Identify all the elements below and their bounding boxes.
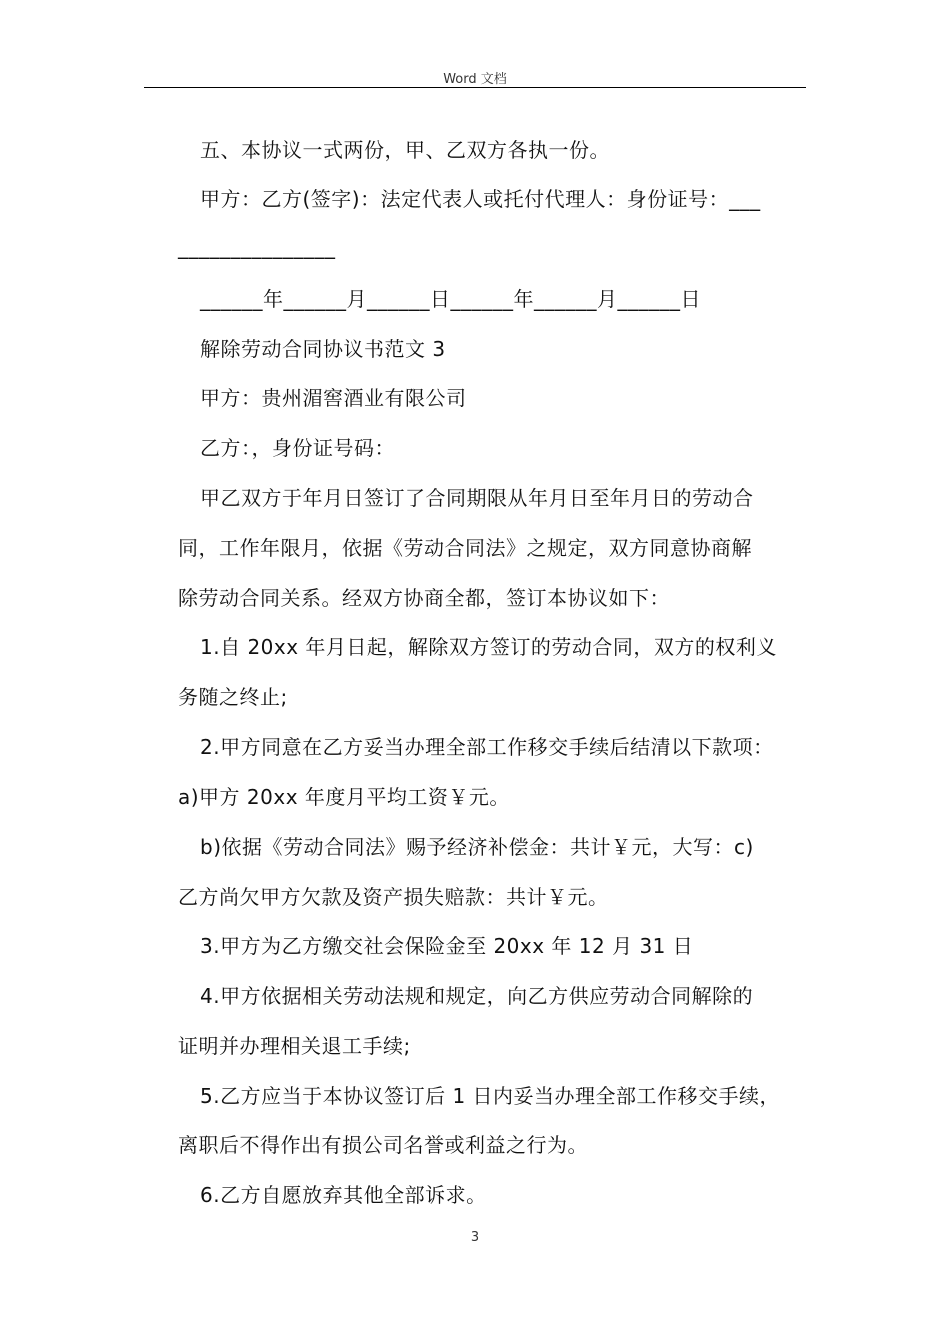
paragraph-line: 除劳动合同关系。经双方协商全都，签订本协议如下： xyxy=(178,586,670,610)
paragraph-line: 1.自 20xx 年月日起，解除双方签订的劳动合同，双方的权利义 xyxy=(200,635,777,659)
paragraph-line: 甲方：乙方(签字)：法定代表人或托付代理人：身份证号：___ xyxy=(200,187,761,211)
header-rule xyxy=(144,87,806,88)
paragraph-line: 5.乙方应当于本协议签订后 1 日内妥当办理全部工作移交手续， xyxy=(200,1084,781,1108)
paragraph-line: ______年______月______日______年______月______日 xyxy=(200,287,701,311)
header-title: Word 文档 xyxy=(443,72,507,87)
page-number: 3 xyxy=(470,1230,480,1245)
paragraph-line: 6.乙方自愿放弃其他全部诉求。 xyxy=(200,1183,487,1207)
paragraph-line: 离职后不得作出有损公司名誉或利益之行为。 xyxy=(178,1133,588,1157)
paragraph-line: 乙方：，身份证号码： xyxy=(200,436,395,460)
paragraph-line: a)甲方 20xx 年度月平均工资￥元。 xyxy=(178,785,510,809)
paragraph-line: 五、本协议一式两份，甲、乙双方各执一份。 xyxy=(200,138,610,162)
paragraph-line: 2.甲方同意在乙方妥当办理全部工作移交手续后结清以下款项： xyxy=(200,735,774,759)
paragraph-line: _______________ xyxy=(178,235,336,259)
paragraph-line: b)依据《劳动合同法》赐予经济补偿金：共计￥元，大写：c) xyxy=(200,835,754,859)
paragraph-line: 务随之终止; xyxy=(178,685,288,709)
paragraph-line: 乙方尚欠甲方欠款及资产损失赔款：共计￥元。 xyxy=(178,885,609,909)
paragraph-line: 解除劳动合同协议书范文 3 xyxy=(200,337,446,361)
paragraph-line: 同，工作年限月，依据《劳动合同法》之规定，双方同意协商解 xyxy=(178,536,752,560)
paragraph-line: 甲方：贵州湄窖酒业有限公司 xyxy=(200,386,467,410)
paragraph-line: 4.甲方依据相关劳动法规和规定，向乙方供应劳动合同解除的 xyxy=(200,984,754,1008)
paragraph-line: 3.甲方为乙方缴交社会保险金至 20xx 年 12 月 31 日 xyxy=(200,934,694,958)
paragraph-line: 甲乙双方于年月日签订了合同期限从年月日至年月日的劳动合 xyxy=(200,486,754,510)
paragraph-line: 证明并办理相关退工手续; xyxy=(178,1034,411,1058)
